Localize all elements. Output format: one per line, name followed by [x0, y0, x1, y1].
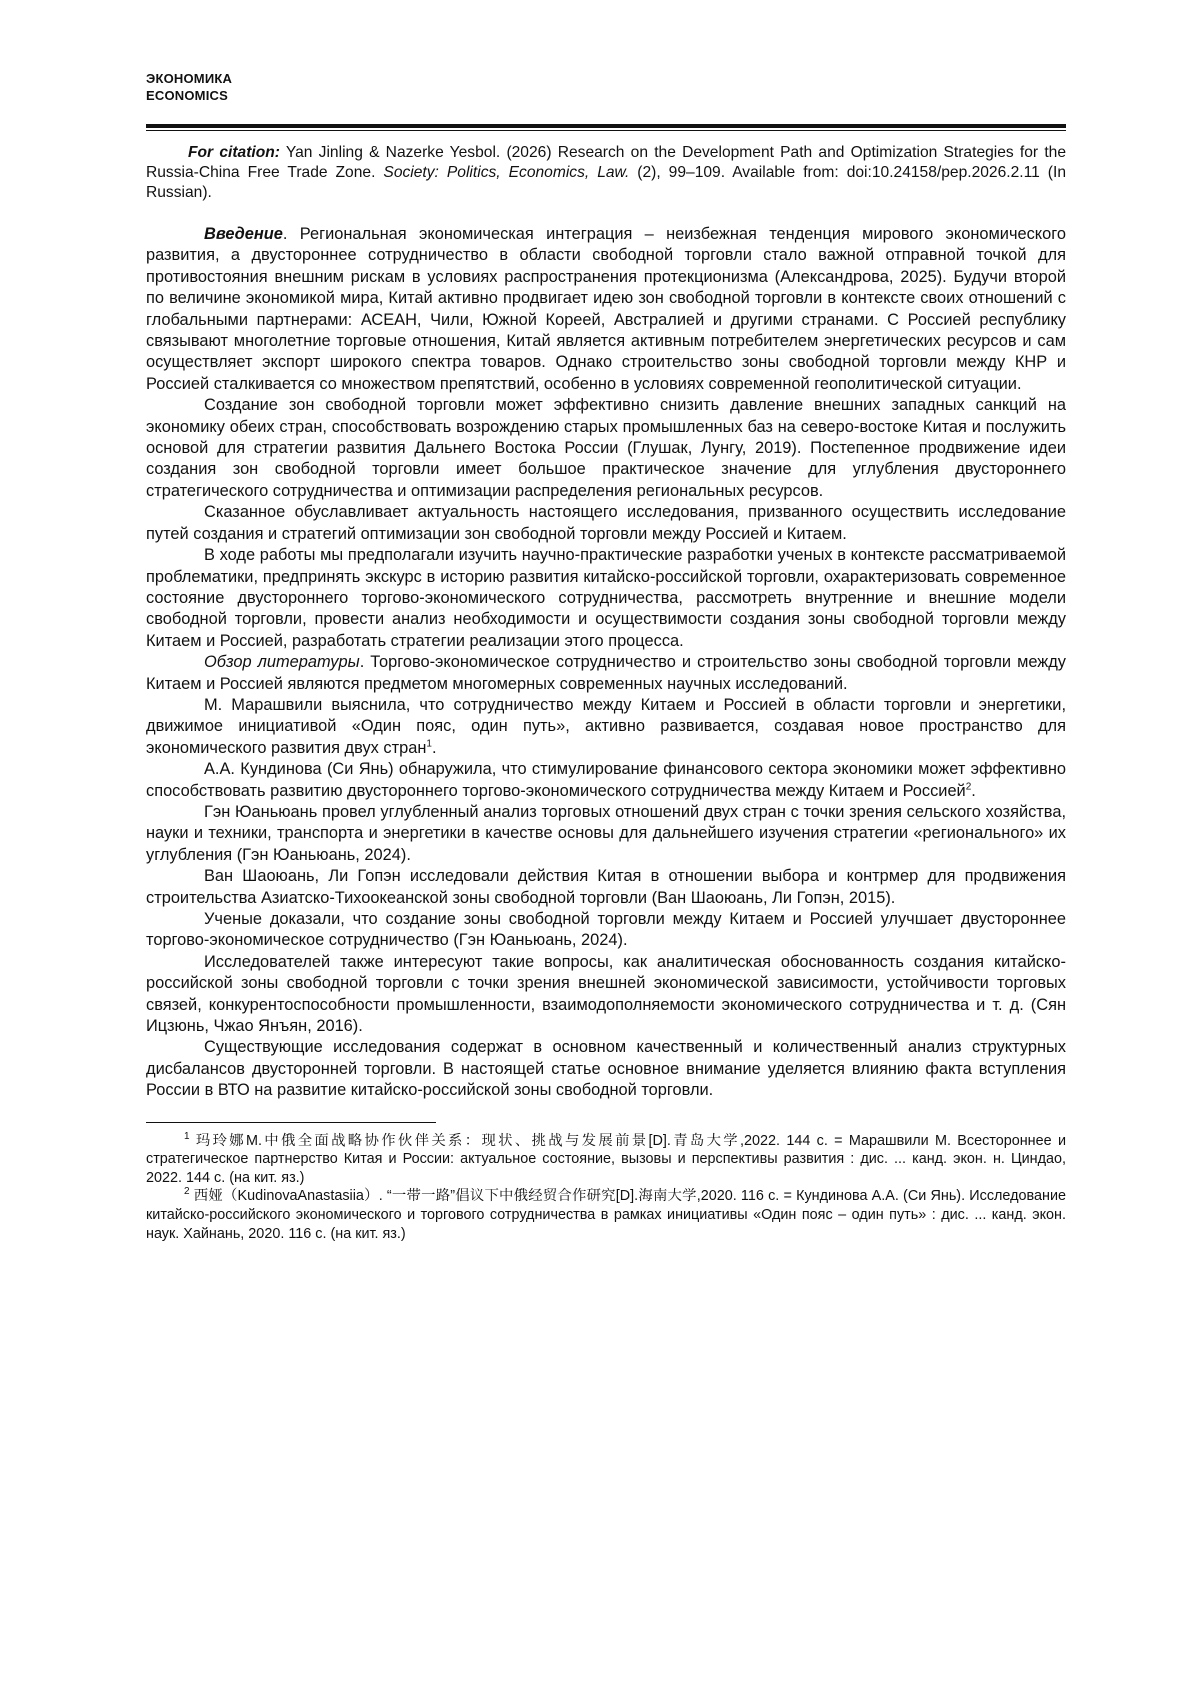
- paragraph: В ходе работы мы предполагали изучить научно-практические разработки ученых в контексте рассматриваемой проблематики, предпринять экскурс в историю развития китайско-российской торговли, охарактеризовать современное состояние двустороннего торгово-экономического сотрудничества, рассмотреть внутренние и внешние модели свободной торговли, провести анализ необходимости и осуществимости создания зоны свободной торговли между Китаем и Россией, разработать стратегии реализации этого процесса.: [146, 546, 1066, 650]
- paragraph: Существующие исследования содержат в основном качественный и количественный анализ структурных дисбалансов двусторонней торговли. В настоящей статье основное внимание уделяется влиянию факта вступления России в ВТО на развитие китайско-российской зоны свободной торговли.: [146, 1038, 1066, 1100]
- heading-introduction: Введение: [204, 225, 283, 243]
- footnotes: [146, 1132, 1066, 1244]
- footnote-number: 2: [184, 1186, 190, 1198]
- citation-tail: (2), 99–109. Available from: doi:10.24158/pep.2026.2.11 (In Russian).: [146, 164, 1066, 201]
- paragraph: Гэн Юаньюань провел углубленный анализ торговых отношений двух стран с точки зрения сельского хозяйства, науки и техники, транспорта и энергетики в качестве основы для дальнейшего изучения стратегии «регионального» их углубления (Гэн Юаньюань, 2024).: [146, 802, 1066, 864]
- footnote-number: 1: [184, 1130, 190, 1142]
- footnote-2: $^2$ 西娅（KudinovaAnastasiia）. “一带一路”倡议下中俄经贸合作研究[D].海南大学,2020. 116 с. = Кундинова А.А. (Си Янь). Исследование китайско-российского экономического и торгового сотрудничества в рамках инициативы «Один пояс – один путь» : дис. ... канд. экон. наук. Хайнань, 2020. 116 с. (на кит. яз.): [146, 1186, 1066, 1242]
- journal-page: [146, 70, 1066, 1243]
- footnote-1: $^1$ 玛玲娜M.中俄全面战略协作伙伴关系：现状、挑战与发展前景[D].青岛大学,2022. 144 с. = Марашвили М. Всестороннее и стратегическое партнерство Китая и России: актуальное состояние, вызовы и перспективы развития : дис. ... канд. экон. н. Циндао, 2022. 144 с. (на кит. яз.): [146, 1130, 1066, 1186]
- header-rule-thick: [146, 124, 1066, 128]
- paragraph: М. Марашвили выяснила, что сотрудничество между Китаем и Россией в области торговли и энергетики, движимое инициативой «Один пояс, один путь», активно развивается, создавая новое пространство для экономического развития двух стран$^1$.: [146, 695, 1066, 757]
- paragraph-literature-review: Обзор литературы. Торгово-экономическое сотрудничество и строительство зоны свободной торговли между Китаем и Россией являются предметом многомерных современных научных исследований.: [146, 653, 1067, 693]
- paragraph: Исследователей также интересуют такие вопросы, как аналитическая обоснованность создания китайско-российской зоны свободной торговли с точки зрения внешней экономической зависимости, устойчивости торговых связей, конкурентоспособности промышленности, взаимодополняемости экономического сотрудничества и т. д. (Сян Ицзюнь, Чжао Янъян, 2016).: [146, 952, 1066, 1036]
- paragraph: А.А. Кундинова (Си Янь) обнаружила, что стимулирование финансового сектора экономики может эффективно способствовать развитию двустороннего торгово-экономического сотрудничества между Китаем и Россией$^2$.: [146, 760, 1066, 800]
- footnote-ref-2[interactable]: 2: [965, 781, 972, 793]
- section-title-ru: ЭКОНОМИКА: [146, 71, 233, 86]
- footnote-ref-1[interactable]: 1: [426, 738, 432, 750]
- paragraph: Сказанное обуславливает актуальность настоящего исследования, призванного осуществить исследование путей создания и стратегий оптимизации зон свободной торговли между Россией и Китаем.: [146, 503, 1066, 543]
- heading-literature-review: Обзор литературы: [204, 653, 360, 672]
- section-title-en: ECONOMICS: [146, 88, 228, 103]
- paragraph-introduction: Введение. Региональная экономическая интеграция – неизбежная тенденция мирового экономического развития, а двустороннее сотрудничество в области свободной торговли стало важной отправной точкой для противостояния внешним рискам в условиях распространения протекционизма (Александрова, 2025). Будучи второй по величине экономикой мира, Китай активно продвигает идею зон свободной торговли в контексте своих отношений с глобальными партнерами: АСЕАН, Чили, Южной Кореей, Австралией и другими странами. С Россией республику связывают многолетние торговые отношения, Китай является активным потребителем энергетических ресурсов и сам осуществляет экспорт широкого спектра товаров. Однако строительство зоны свободной торговли между КНР и Россией сталкивается со множеством препятствий, особенно в условиях современной геополитической ситуации.: [146, 225, 1066, 393]
- citation-authors: Yan Jinling & Nazerke Yesbol. (2026) Research on the Development Path and Optimization Strategies for the Russia-China Free Trade Zone.: [146, 144, 1066, 181]
- footnote-separator: [146, 1122, 436, 1123]
- article-body: [146, 224, 1066, 1102]
- paragraph: Ван Шаоюань, Ли Гопэн исследовали действия Китая в отношении выбора и контрмер для продвижения строительства Азиатско-Тихоокеанской зоны свободной торговли (Ван Шаоюань, Ли Гопэн, 2015).: [146, 867, 1066, 907]
- header-rule-thin: [146, 130, 1066, 131]
- paragraph: Создание зон свободной торговли может эффективно снизить давление внешних западных санкций на экономику обеих стран, способствовать возрождению старых промышленных баз на северо-востоке Китая и послужить основой для стратегии развития Дальнего Востока России (Глушак, Лунгу, 2019). Постепенное продвижение идеи создания зон свободной торговли имеет большое практическое значение для углубления двустороннего стратегического сотрудничества и оптимизации распределения региональных ресурсов.: [146, 396, 1066, 500]
- citation-label: For citation:: [188, 144, 280, 161]
- paragraph: Ученые доказали, что создание зоны свободной торговли между Китаем и Россией улучшает двустороннее торгово-экономическое сотрудничество (Гэн Юаньюань, 2024).: [146, 910, 1066, 950]
- running-header: [146, 70, 1066, 104]
- citation-journal: Society: Politics, Economics, Law.: [383, 164, 630, 181]
- citation-block: [146, 143, 1066, 203]
